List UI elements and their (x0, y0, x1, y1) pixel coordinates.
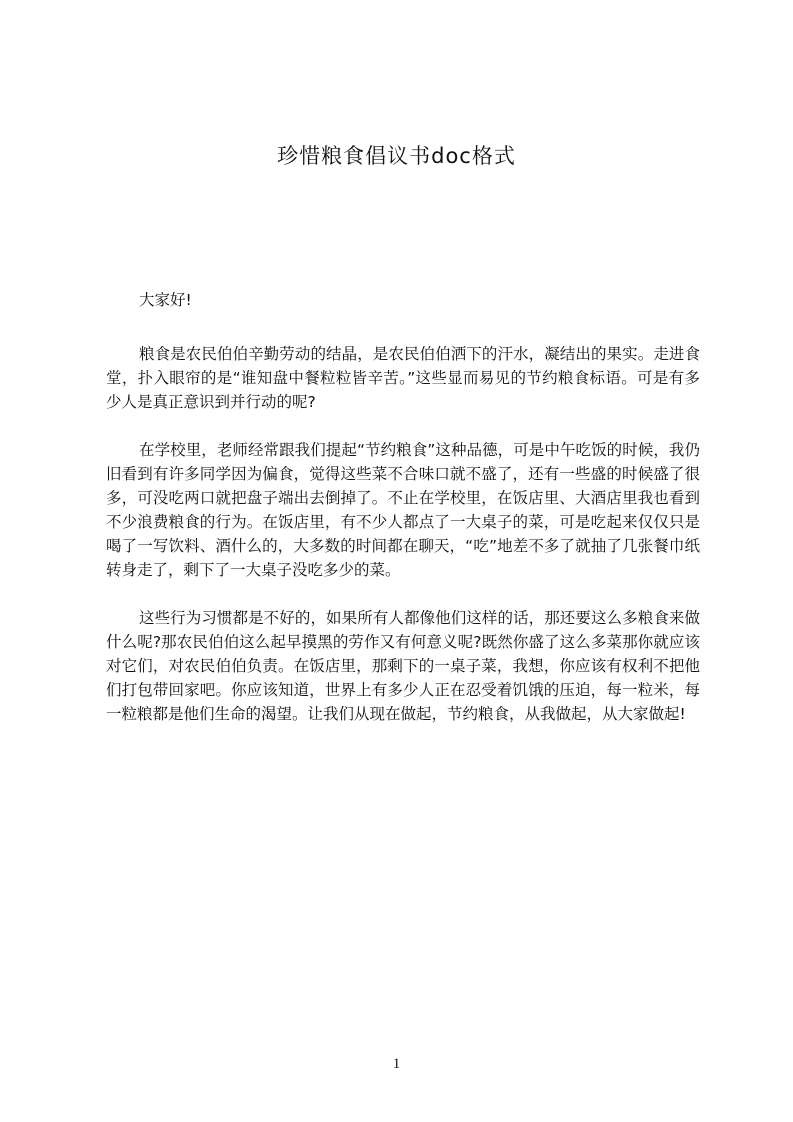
paragraph: 在学校里，老师经常跟我们提起“节约粮食”这种品德，可是中午吃饭的时候，我仍旧看到有许多同学因为偏食，觉得这些菜不合味口就不盛了，还有一些盛的时候盛了很多，可没吃两口就把盘子端出去倒掉了。不止在学校里，在饭店里、大酒店里我也看到不少浪费粮食的行为。在饭店里，有不少人都点了一大桌子的菜，可是吃起来仅仅只是喝了一写饮料、酒什么的，大多数的时间都在聊天，“吃”地差不多了就抽了几张餐巾纸转身走了，剩下了一大桌子没吃多少的菜。 (106, 441, 700, 579)
document-title: 珍惜粮食倡议书doc格式 (277, 144, 516, 168)
greeting: 大家好! (139, 291, 192, 309)
paragraph: 粮食是农民伯伯辛勤劳动的结晶，是农民伯伯洒下的汗水，凝结出的果实。走进食堂，扑入眼帘的是“谁知盘中餐粒粒皆辛苦。”这些显而易见的节约粮食标语。可是有多少人是真正意识到并行动的呢? (106, 345, 700, 411)
paragraph: 这些行为习惯都是不好的，如果所有人都像他们这样的话，那还要这么多粮食来做什么呢?那农民伯伯这么起早摸黑的劳作又有何意义呢?既然你盛了这么多菜那你就应该对它们，对农民伯伯负责。在饭店里，那剩下的一桌子菜，我想，你应该有权利不把他们打包带回家吧。你应该知道，世界上有多少人正在忍受着饥饿的压迫，每一粒米，每一粒粮都是他们生命的渴望。让我们从现在做起，节约粮食，从我做起，从大家做起! (106, 609, 700, 723)
page-number: 1 (392, 1056, 401, 1072)
document-body (106, 288, 700, 750)
